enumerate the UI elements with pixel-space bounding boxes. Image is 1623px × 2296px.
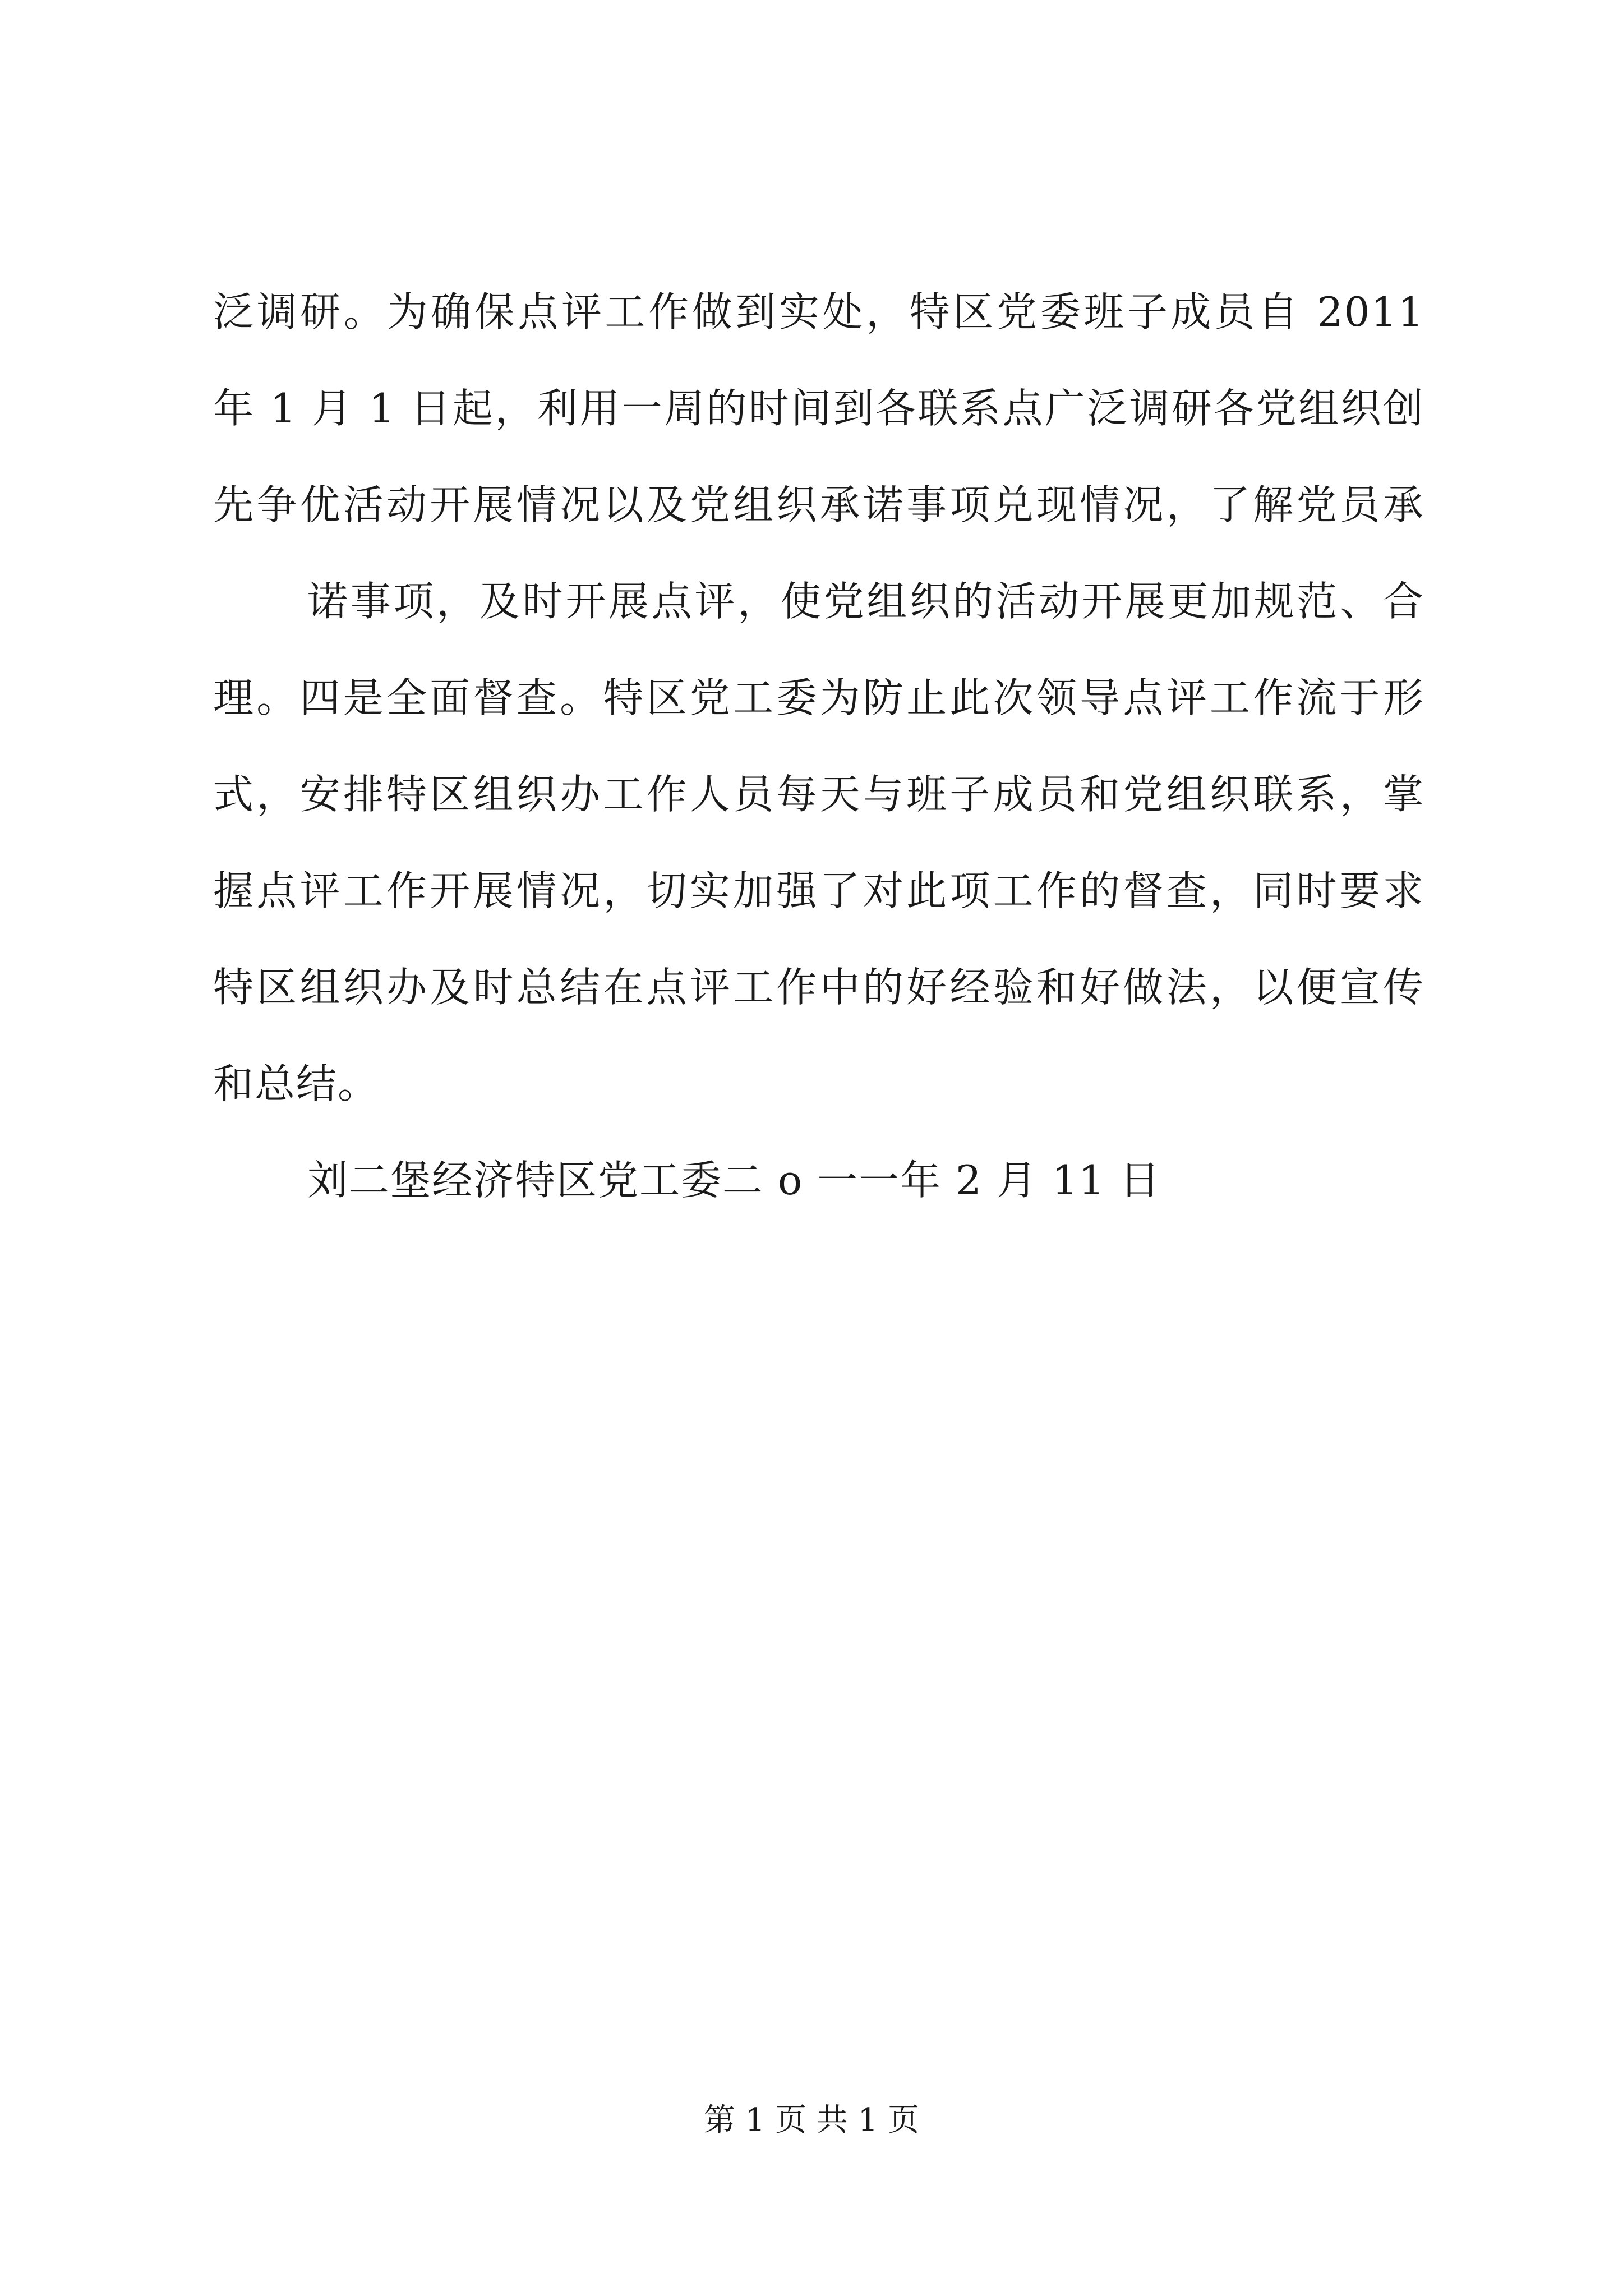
body-line-5: 理。四是全面督查。特区党工委为防止此次领导点评工作流于形 (213, 674, 1424, 721)
body-line-4: 诺事项，及时开展点评，使党组织的活动开展更加规范、合 (307, 578, 1424, 625)
body-line-8: 特区组织办及时总结在点评工作中的好经验和好做法，以便宣传 (213, 964, 1424, 1011)
body-line-2: 年 1 月 1 日起，利用一周的时间到各联系点广泛调研各党组织创 (213, 385, 1424, 432)
body-line-9: 和总结。 (213, 1060, 380, 1107)
body-line-6: 式，安排特区组织办工作人员每天与班子成员和党组织联系，掌 (213, 771, 1424, 818)
page-footer: 第 1 页 共 1 页 (703, 2102, 920, 2138)
body-line-3: 先争优活动开展情况以及党组织承诺事项兑现情况，了解党员承 (213, 481, 1424, 528)
document-body (213, 264, 1424, 1228)
body-line-7: 握点评工作开展情况，切实加强了对此项工作的督查，同时要求 (213, 867, 1424, 914)
body-line-1: 泛调研。为确保点评工作做到实处，特区党委班子成员自 2011 (213, 288, 1424, 335)
signature-line: 刘二堡经济特区党工委二 o 一一年 2 月 11 日 (307, 1157, 1161, 1204)
